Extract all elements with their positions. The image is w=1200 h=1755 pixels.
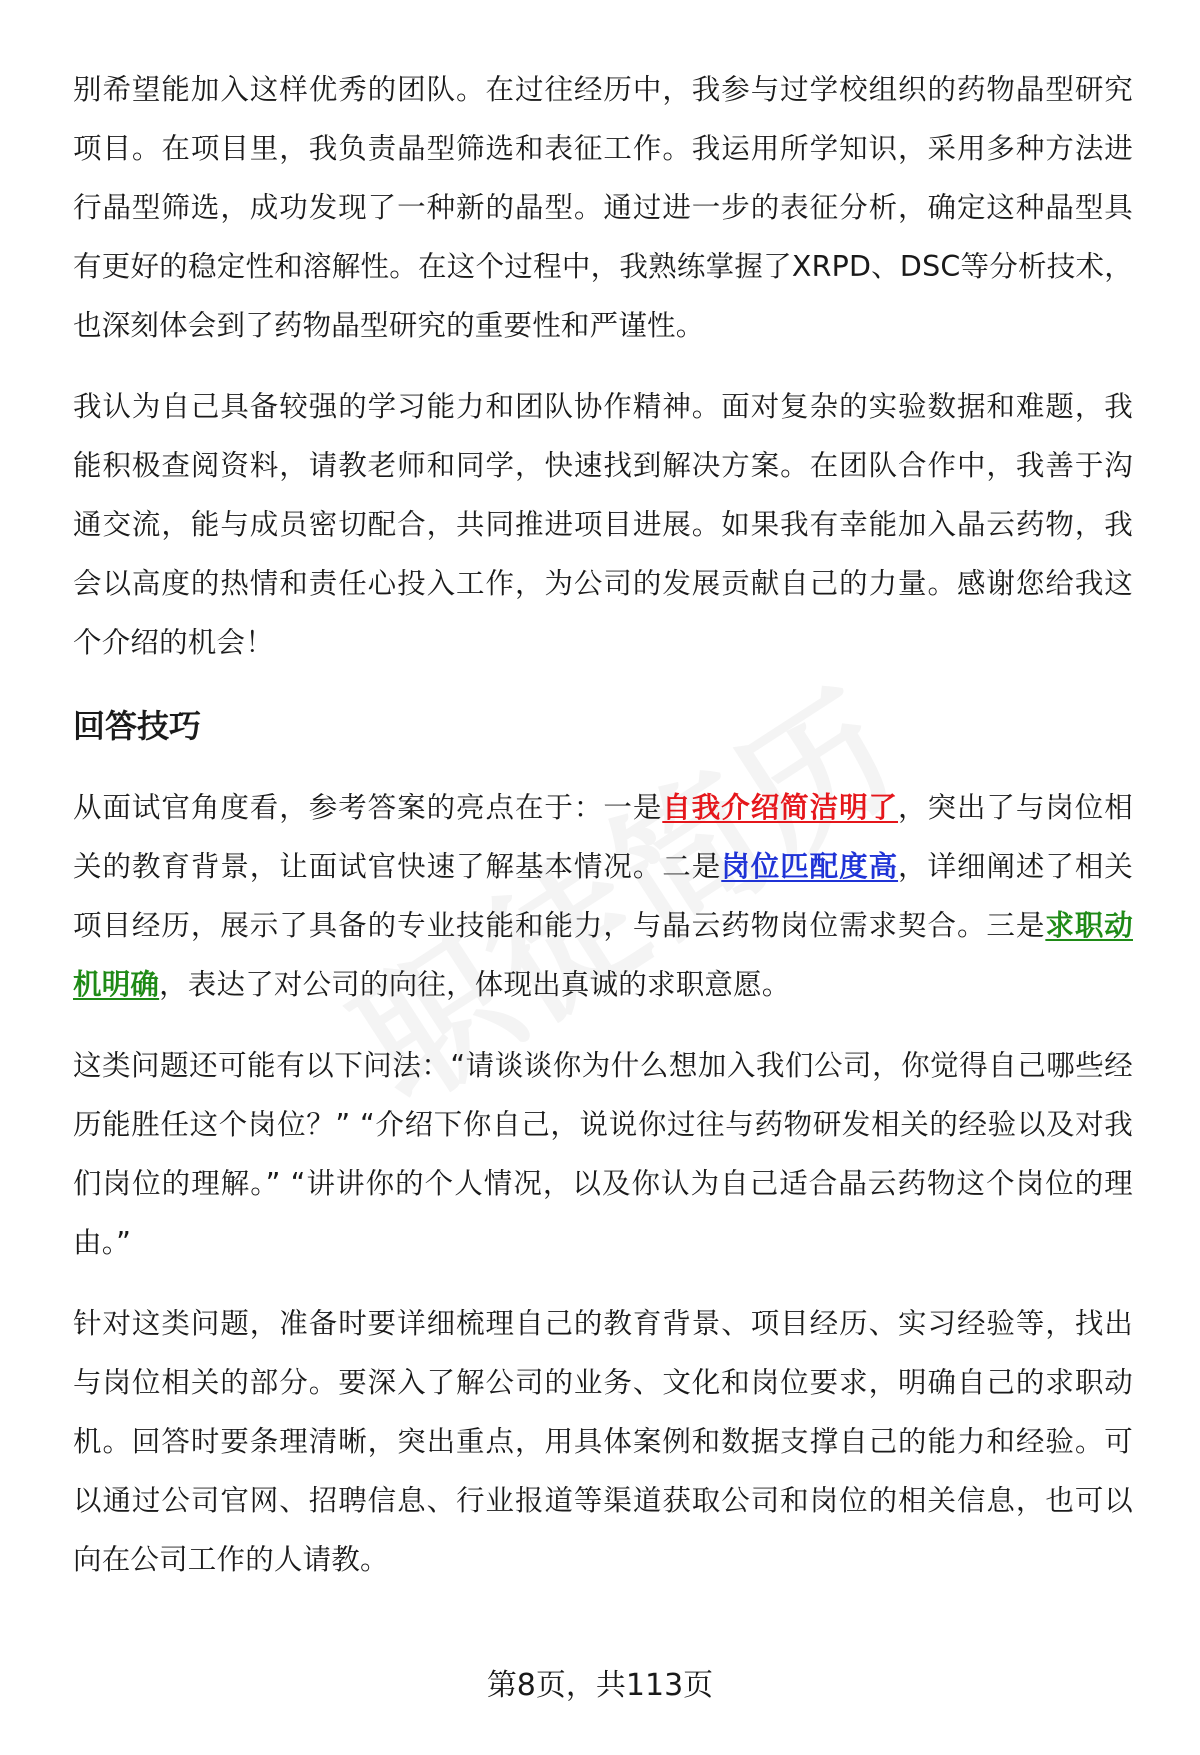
paragraph-preparation: 针对这类问题，准备时要详细梳理自己的教育背景、项目经历、实习经验等，找出与岗位相关的部分。要深入了解公司的业务、文化和岗位要求，明确自己的求职动机。回答时要条理清晰，突出重点，用具体案例和数据支撑自己的能力和经验。可以通过公司官网、招聘信息、行业报道等渠道获取公司和岗位的相关信息，也可以向在公司工作的人请教。 <box>73 1307 1133 1576</box>
paragraph-experience: 别希望能加入这样优秀的团队。在过往经历中，我参与过学校组织的药物晶型研究项目。在项目里，我负责晶型筛选和表征工作。我运用所学知识，采用多种方法进行晶型筛选，成功发现了一种新的晶型。通过进一步的表征分析，确定这种晶型具有更好的稳定性和溶解性。在这个过程中，我熟练掌握了XRPD、DSC等分析技术，也深刻体会到了药物晶型研究的重要性和严谨性。 <box>73 73 1133 342</box>
highlight-concise-intro: 自我介绍简洁明了 <box>662 791 899 824</box>
tips-text-part4: ，表达了对公司的向往，体现出真诚的求职意愿。 <box>159 968 791 1001</box>
paragraph-abilities: 我认为自己具备较强的学习能力和团队协作精神。面对复杂的实验数据和难题，我能积极查阅资料，请教老师和同学，快速找到解决方案。在团队合作中，我善于沟通交流，能与成员密切配合，共同推进项目进展。如果我有幸能加入晶云药物，我会以高度的热情和责任心投入工作，为公司的发展贡献自己的力量。感谢您给我这个介绍的机会！ <box>73 390 1133 659</box>
tips-text-part3: ，详细阐述了相关项目经历，展示了具备的专业技能和能力，与晶云药物岗位需求契合。三是 <box>73 850 1134 942</box>
highlight-job-match: 岗位匹配度高 <box>721 850 899 883</box>
page-footer: 第8页，共113页 <box>486 1668 714 1703</box>
tips-text-part1: 从面试官角度看，参考答案的亮点在于：一是 <box>73 791 663 824</box>
highlight-motivation: 求职动机明确 <box>73 909 1133 1001</box>
tips-text-part2: ，突出了与岗位相关的教育背景，让面试官快速了解基本情况。二是 <box>73 791 1133 883</box>
document-body <box>73 60 1133 1611</box>
paragraph-tips <box>73 778 1133 1014</box>
paragraph-alternative-questions: 这类问题还可能有以下问法：“请谈谈你为什么想加入我们公司，你觉得自己哪些经历能胜任这个岗位？” “介绍下你自己，说说你过往与药物研发相关的经验以及对我们岗位的理解。” “讲讲你的个人情况，以及你认为自己适合晶云药物这个岗位的理由。” <box>73 1049 1133 1259</box>
section-heading: 回答技巧 <box>73 707 202 745</box>
